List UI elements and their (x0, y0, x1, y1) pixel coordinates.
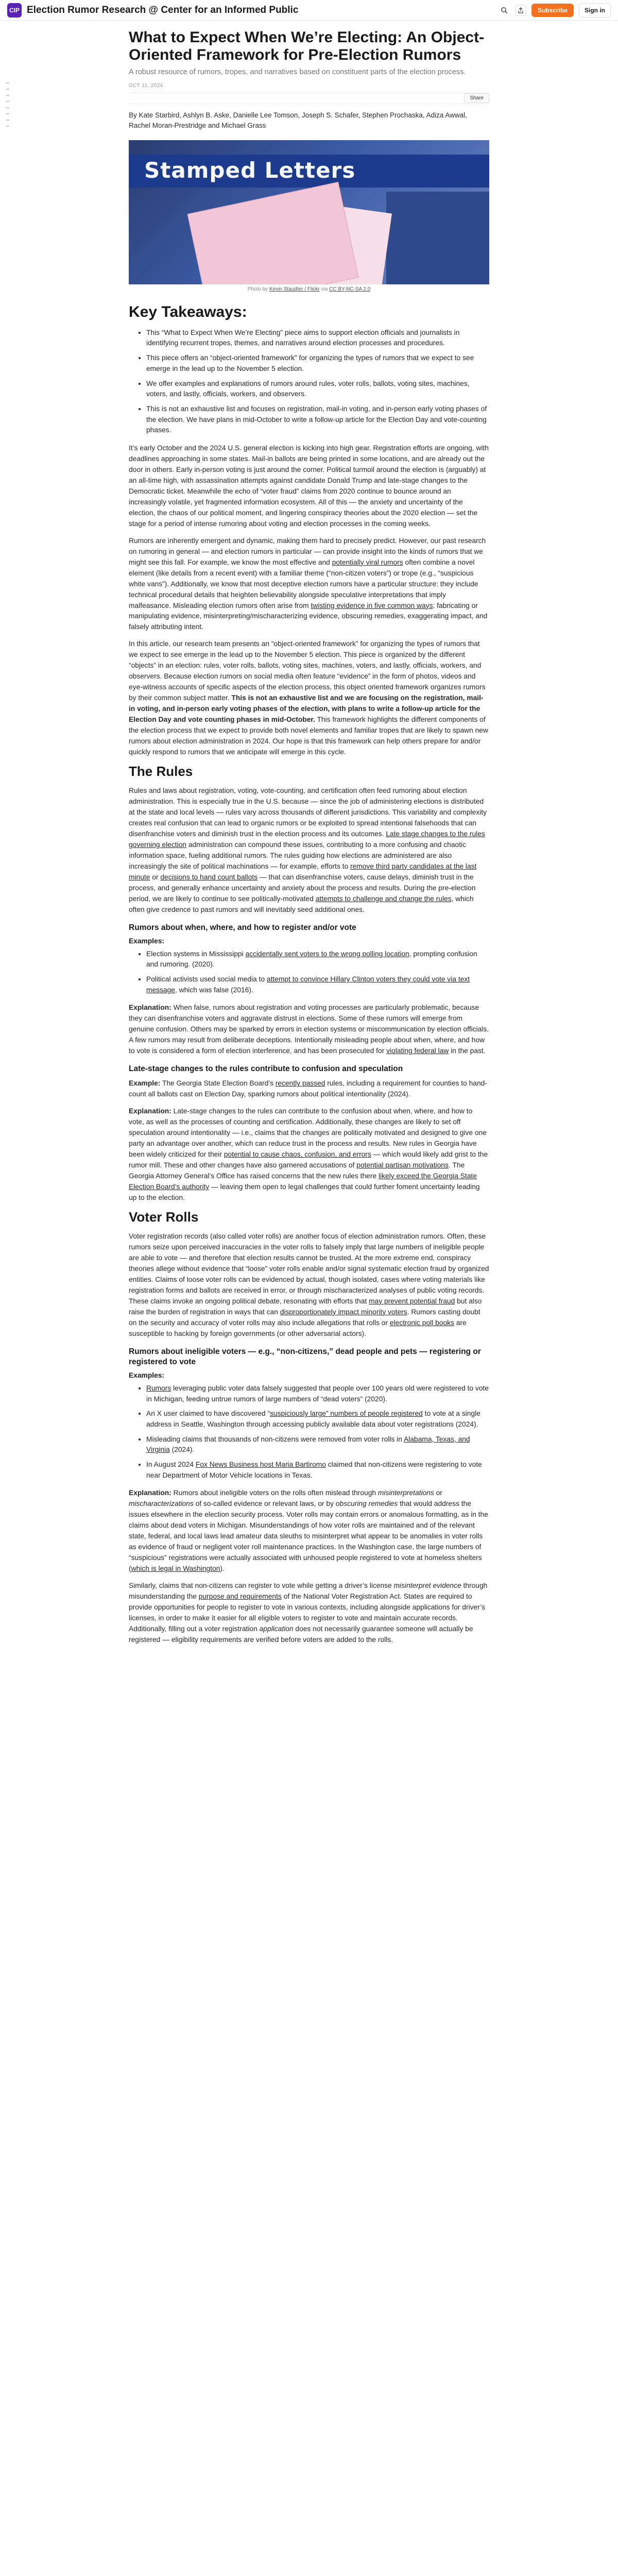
rules-explanation-1: Explanation: When false, rumors about registration and voting processes are particularly problematic, because they can disenfranchise voters and aggravate distrust in elections. Some of these rumors will emerge from genuine confusion. Others may be sparked by errors in election systems or miscommunication by election officials. A few rumors may result from deliberate deceptions. Intentionally misleading people about when, where, and how to vote is considered a form of election interference, and has been prosecuted for violating federal law in the past. (129, 1004, 489, 1055)
subscribe-button[interactable]: Subscribe (531, 4, 574, 17)
poll-books-link[interactable]: electronic poll books (389, 1318, 454, 1327)
recently-passed-link[interactable]: recently passed (275, 1079, 325, 1088)
rumors-link[interactable]: Rumors (146, 1384, 171, 1392)
minority-voters-link[interactable]: disproportionately impact minority voters (280, 1308, 407, 1316)
publish-date: OCT 11, 2024 (129, 82, 163, 89)
article-title: What to Expect When We’re Electing: An Object-Oriented Framework for Pre-Election Rumors (129, 29, 485, 63)
list-item: • We offer examples and explanations of rumors around rules, voter rolls, ballots, voting sites, machines, voters, and lastly, officials, workers, and observers. (146, 379, 489, 400)
wrong-polling-link[interactable]: accidentally sent voters to the wrong polling location (245, 950, 409, 958)
list-item: • This piece offers an “object-oriented framework” for organizing the types of rumors that we expect to see emerge in the lead up to the November 5 election. (146, 353, 489, 374)
table-of-contents-indicator[interactable] (5, 82, 10, 132)
remove-third-party-link[interactable]: remove third party candidates at the last minute (129, 862, 477, 881)
examples-label: Examples: (129, 937, 165, 945)
list-item: • An X user claimed to have discovered “suspiciously large” numbers of people registered to vote at a single address in Seattle, Washington through accessing publicly available data about voter registrations (2024). (146, 1409, 489, 1430)
list-item: • This “What to Expect When We’re Electing” piece aims to support election officials and journalists in identifying recurrent tropes, themes, and narratives around election processes and procedures. (146, 328, 489, 349)
twisting-evidence-link[interactable]: twisting evidence in five common ways (311, 601, 433, 609)
intro-paragraph-1: It’s early October and the 2024 U.S. general election is kicking into high gear. Registration efforts are ongoing, with deadlines approaching in some states. Mail-in ballots are being printed in some locations, and are already out the door in others. Early in-person voting is just around the corner. Political turmoil around the election is (arguably) at an all-time high, with assassination attempts against candidate Donald Trump and late-stage changes to the Democratic ticket. Meanwhile the echo of “voter fraud” claims from 2020 continue to bounce around an increasingly volatile, yet fragmented information ecosystem. All of this — the anxiety and uncertainty of the election, the chaos of our political moment, and lingering conspiracy theories about the 2020 election — set the stage for a period of intense rumoring about voting and election processes in the coming weeks. (129, 444, 489, 528)
examples-label: Examples: (129, 1371, 165, 1379)
list-item: • Misleading claims that thousands of non-citizens were removed from voter rolls in Alabama, Texas, and Virginia (2024). (146, 1434, 489, 1455)
list-item: • In August 2024 Fox News Business host Maria Bartiromo claimed that non-citizens were registering to vote near Department of Motor Vehicle locations in Texas. (146, 1460, 489, 1481)
voter-rolls-subheading-1: Rumors about ineligible voters — e.g., “non-citizens,” dead people and pets — registering or registered to vote (129, 1347, 481, 1366)
partisan-motivations-link[interactable]: potential partisan motivations (356, 1161, 449, 1170)
voter-rolls-paragraph-1: Voter registration records (also called voter rolls) are another focus of election administration rumors. Often, these rumors seize upon perceived inaccuracies in the voter rolls to falsely imply that large numbers of ineligible people are able to vote — and therefore that election results cannot be trusted. At the more extreme end, conspiracy theories allege without evidence that “loose” voter rolls enable and/or signal systematic election fraud by organized entities. Claims of loose voter rolls can be evidenced by actual, though isolated, cases where voting materials like registration forms and ballots are received in error, or through mischaracterized analyses of public voting records. These claims invoke an ongoing political debate, resonating with efforts that may prevent potential fraud but also raise the burden of registration in ways that can disproportionately impact minority voters. Rumors casting doubt on the security and accuracy of voter rolls may also include allegations that rolls or electronic poll books are susceptible to hacking by foreign governments (or other adversarial actors). (129, 1232, 489, 1337)
viral-rumors-link[interactable]: potentially viral rumors (332, 558, 403, 566)
legal-in-washington-link[interactable]: which is legal in Washington (131, 1565, 220, 1573)
share-button[interactable]: Share (464, 93, 489, 103)
caption-license-link[interactable]: CC BY-NC-SA 2.0 (329, 286, 371, 293)
intro-paragraph-3: In this article, our research team presents an “object-oriented framework” for organizing the types of rumors that we expect to see emerge in the lead up to the November 5 election. This piece is organized by the different “objects” in an election: rules, voter rolls, ballots, voting sites, machines, voters, and lastly, officials, workers, and observers. Because election rumors on social media often feature “evidence” in the form of photos, videos and eye-witness accounts of specific aspects of the election process, this object oriented framework organizes rumors by their common subject matter. This is not an exhaustive list and we are focusing on the registration, mail-in voting, and in-person early voting phases of the election, with plans to write a follow-up article for the Election Day and vote counting phases in mid-October. This framework highlights the different components of the election process that we expect to provide both novel elements and familiar tropes that are likely to spawn new rumors about election administration in 2024. Our hope is that this framework can help others prepare for and/or quickly respond to rumors that we anticipate will emerge in this cycle. (129, 640, 488, 756)
purpose-requirements-link[interactable]: purpose and requirements (198, 1592, 282, 1601)
search-icon[interactable] (499, 5, 510, 16)
rules-subheading-2: Late-stage changes to the rules contribute to confusion and speculation (129, 1064, 403, 1074)
voter-rolls-examples-list (146, 1383, 489, 1481)
fox-news-link[interactable]: Fox News Business host Maria Bartiromo (195, 1461, 326, 1469)
intro-paragraph-2: Rumors are inherently emergent and dynamic, making them hard to precisely predict. However, our past research on rumoring in general — and election rumors in particular — can provide insight into the kinds of rumors that we might see this fall. For example, we know the most effective and potentially viral rumors often combine a novel element (like details from a recent event) with a familiar theme (“non-citizen voters”) or trope (e.g., “suspicious white vans”). Additionally, we know that most deceptive election rumors have a particular structure: they include technical procedural details that heighten believability alongside speculative interpretations that imply malfeasance. Misleading election rumors often arise from twisting evidence in five common ways: fabricating or manipulating evidence, misinterpreting/mischaracterizing evidence, obscuring remedies, exaggerating impact, and falsely attributing intent. (129, 536, 488, 631)
key-takeaways-heading: Key Takeaways: (129, 303, 247, 321)
article-body (129, 29, 489, 1652)
text-vote-link[interactable]: attempt to convince Hillary Clinton voters they could vote via text message (146, 975, 470, 994)
hand-count-link[interactable]: decisions to hand count ballots (160, 873, 258, 881)
list-item: • Rumors leveraging public voter data falsely suggested that people over 100 years old were registered to vote in Michigan, feeding untrue rumors of large numbers of “dead voters” (2020). (146, 1383, 489, 1404)
share-icon[interactable] (515, 5, 526, 16)
prevent-fraud-link[interactable]: may prevent potential fraud (369, 1297, 455, 1305)
rules-heading: The Rules (129, 764, 193, 779)
challenge-rules-link[interactable]: attempts to challenge and change the rules (315, 894, 452, 903)
rules-explanation-2: Explanation: Late-stage changes to the rules can contribute to the confusion about when, where, and how to vote, as well as the processes of counting and certification. Additionally, these changes are likely to set off speculation around intentionality — i.e., claims that the changes are politically motivated and designed to give one party an advantage over another, which can reduce trust in the process and results. New rules in Georgia have been widely criticized for their potential to cause chaos, confusion, and errors — which would likely add grist to the rumor mill. These and other changes have also garnered accusations of potential partisan motivations. The Georgia Attorney General’s Office has raised concerns that the new rules there likely exceed the Georgia State Election Board’s authority — leaving them open to legal challenges that could further foment uncertainty leading up to the election. (129, 1107, 488, 1202)
caption-author-link[interactable]: Kevin Staudter / Flickr (269, 286, 320, 293)
list-item: • Election systems in Mississippi accidentally sent voters to the wrong polling location, prompting confusion and rumoring. (2020). (146, 949, 489, 970)
list-item: • Political activists used social media to attempt to convince Hillary Clinton voters they could vote via text message, which was false (2016). (146, 974, 489, 995)
voter-rolls-explanation: Explanation: Rumors about ineligible voters on the rolls often mislead through misinterpretations or mischaracterizations of so-called evidence or relevant laws, or by obscuring remedies that would address the issues elsewhere in the election security process. Voter rolls may contain errors or anomalous formatting, as in the claims about dead voters in Michigan. Misunderstandings of how voter rolls are maintained and of the relevant state, federal, and local laws lead amateur data sleuths to misinterpret what appear to be anomalies in voter rolls as evidence of fraud or negligent voter roll maintenance practices. In the Washington case, the large numbers of “suspicious” registrations were actually associated with unhoused people registered to vote at homeless shelters (which is legal in Washington). (129, 1489, 488, 1573)
post-meta-row (129, 93, 489, 104)
late-stage-changes-link[interactable]: Late stage changes to the rules governing election (129, 829, 485, 849)
chaos-confusion-link[interactable]: potential to cause chaos, confusion, and errors (224, 1150, 371, 1159)
sign-in-button[interactable]: Sign in (579, 3, 611, 18)
voter-rolls-heading: Voter Rolls (129, 1209, 199, 1225)
article-subtitle: A robust resource of rumors, tropes, and narratives based on constituent parts of the election process. (129, 68, 466, 77)
rules-examples-list (146, 949, 489, 996)
board-authority-link[interactable]: likely exceed the Georgia State Election Board’s authority (129, 1172, 477, 1191)
publication-name[interactable]: Election Rumor Research @ Center for an Informed Public (27, 4, 299, 15)
states-link[interactable]: Alabama, Texas, and Virginia (146, 1435, 470, 1454)
rules-example-georgia: Example: The Georgia State Election Board’s recently passed rules, including a requirement for counties to hand-count all ballots cast on Election Day, sparking rumors about political intentionality (2024). (129, 1079, 487, 1098)
hero-image[interactable] (129, 140, 489, 284)
list-item: • This is not an exhaustive list and focuses on registration, mail-in voting, and in-person early voting phases of the election. We have plans in mid-October to write a follow-up article for the Election Day and vote-counting phases. (146, 404, 489, 436)
federal-law-link[interactable]: violating federal law (386, 1047, 449, 1055)
header-actions (499, 3, 611, 18)
top-navigation-bar (0, 0, 618, 21)
hero-image-sign-text: Stamped Letters (144, 158, 356, 183)
key-takeaways-list (146, 328, 489, 436)
publication-logo[interactable]: CIP (7, 3, 22, 18)
image-caption: Photo by Kevin Staudter / Flickr via CC BY-NC-SA 2.0 (247, 286, 371, 293)
author-byline: By Kate Starbird, Ashlyn B. Aske, Danielle Lee Tomson, Joseph S. Schafer, Stephen Prochaska, Adiza Awwal, Rachel Moran-Prestridge and Michael Grass (129, 111, 467, 129)
rules-paragraph-1: Rules and laws about registration, voting, vote-counting, and certification often feed rumoring about election administration. This is especially true in the U.S. because — since the job of administering elections is distributed at the state and local levels — rules vary across thousands of different jurisdictions. This variability and complexity creates real confusion that can lead to organic rumors or be exploited to spread intentional falsehoods that can disenfranchise voters and diminish trust in the election process and its outcomes. Late stage changes to the rules governing election administration can compound these issues, contributing to a more confusing and chaotic information space, fueling additional rumors. The rules guiding how elections are administered are also increasingly the site of political machinations — for example, efforts to remove third party candidates at the last minute or decisions to hand count ballots — that can disenfranchise voters, cause delays, diminish trust in the process, and generally enhance uncertainty and anxiety about the process and results. During the pre-election period, we are likely to continue to see politically-motivated attempts to challenge and change the rules, which often give credence to past rumors and will inevitably seed additional ones. (129, 786, 487, 913)
rules-subheading-1: Rumors about when, where, and how to register and/or vote (129, 923, 356, 932)
suspiciously-large-link[interactable]: suspiciously large” numbers of people registered (270, 1410, 423, 1418)
voter-rolls-paragraph-last: Similarly, claims that non-citizens can register to vote while getting a driver’s license misinterpret evidence through misunderstanding the purpose and requirements of the National Voter Registration Act. States are required to provide opportunities for people to register to vote in various contexts, including alongside applications for driver’s licenses, in order to make it easier for all eligible voters to register to vote and maintain accurate records. Additionally, filling out a voter registration application does not necessarily guarantee someone will actually be registered — eligibility requirements are verified before voters are added to the rolls. (129, 1582, 488, 1644)
